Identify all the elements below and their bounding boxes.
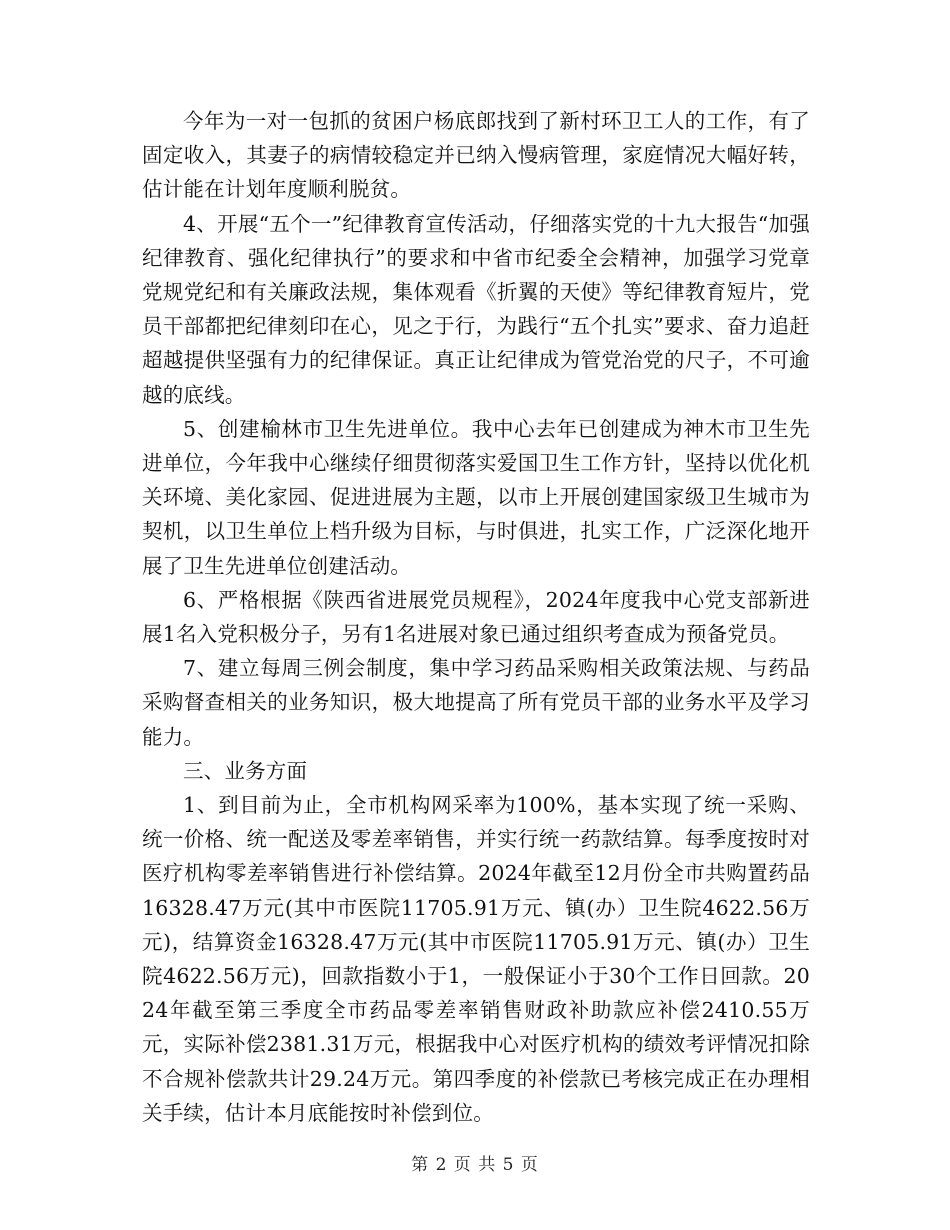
paragraph-procurement: 1、到目前为止，全市机构网采率为100%，基本实现了统一采购、统一价格、统一配送及零差率销售，并实行统一药款结算。每季度按时对医疗机构零差率销售进行补偿结算。2024年截至12月份全市共购置药品16328.47万元(其中市医院11705.91万元、镇(办）卫生院4622.56万元)，结算资金16328.47万元(其中市医院11705.91万元、镇(办）卫生院4622.56万元)，回款指数小于1，一般保证小于30个工作日回款。2024年截至第三季度全市药品零差率销售财政补助款应补偿2410.55万元，实际补偿2381.31万元，根据我中心对医疗机构的绩效考评情况扣除不合规补偿款共计29.24万元。第四季度的补偿款已考核完成正在办理相关手续，估计本月底能按时补偿到位。 [142,793,810,1125]
document-body [142,104,810,1130]
paragraph-poverty-relief: 今年为一对一包抓的贫困户杨底郎找到了新村环卫工人的工作，有了固定收入，其妻子的病情较稳定并已纳入慢病管理，家庭情况大幅好转，估计能在计划年度顺利脱贫。 [142,109,810,202]
page-footer: 第 2 页 共 5 页 [411,1155,539,1175]
paragraph-party-members: 6、严格根据《陕西省进展党员规程》，2024年度我中心党支部新进展1名入党积极分子，另有1名进展对象已通过组织考查成为预备党员。 [142,587,810,647]
paragraph-health-unit: 5、创建榆林市卫生先进单位。我中心去年已创建成为神木市卫生先进单位，今年我中心继续仔细贯彻落实爱国卫生工作方针，坚持以优化机关环境、美化家园、促进进展为主题，以市上开展创建国家级卫生城市为契机，以卫生单位上档升级为目标，与时俱进，扎实工作，广泛深化地开展了卫生先进单位创建活动。 [142,416,810,578]
paragraph-weekly-meeting: 7、建立每周三例会制度，集中学习药品采购相关政策法规、与药品采购督查相关的业务知识，极大地提高了所有党员干部的业务水平及学习能力。 [142,656,810,749]
section-heading-business: 三、业务方面 [183,758,308,783]
paragraph-discipline-education: 4、开展“五个一”纪律教育宣传活动，仔细落实党的十九大报告“加强纪律教育、强化纪律执行”的要求和中省市纪委全会精神，加强学习党章党规党纪和有关廉政法规，集体观看《折翼的天使》等纪律教育短片，党员干部都把纪律刻印在心，见之于行，为践行“五个扎实”要求、奋力追赶超越提供坚强有力的纪律保证。真正让纪律成为管党治党的尺子，不可逾越的底线。 [142,211,810,407]
